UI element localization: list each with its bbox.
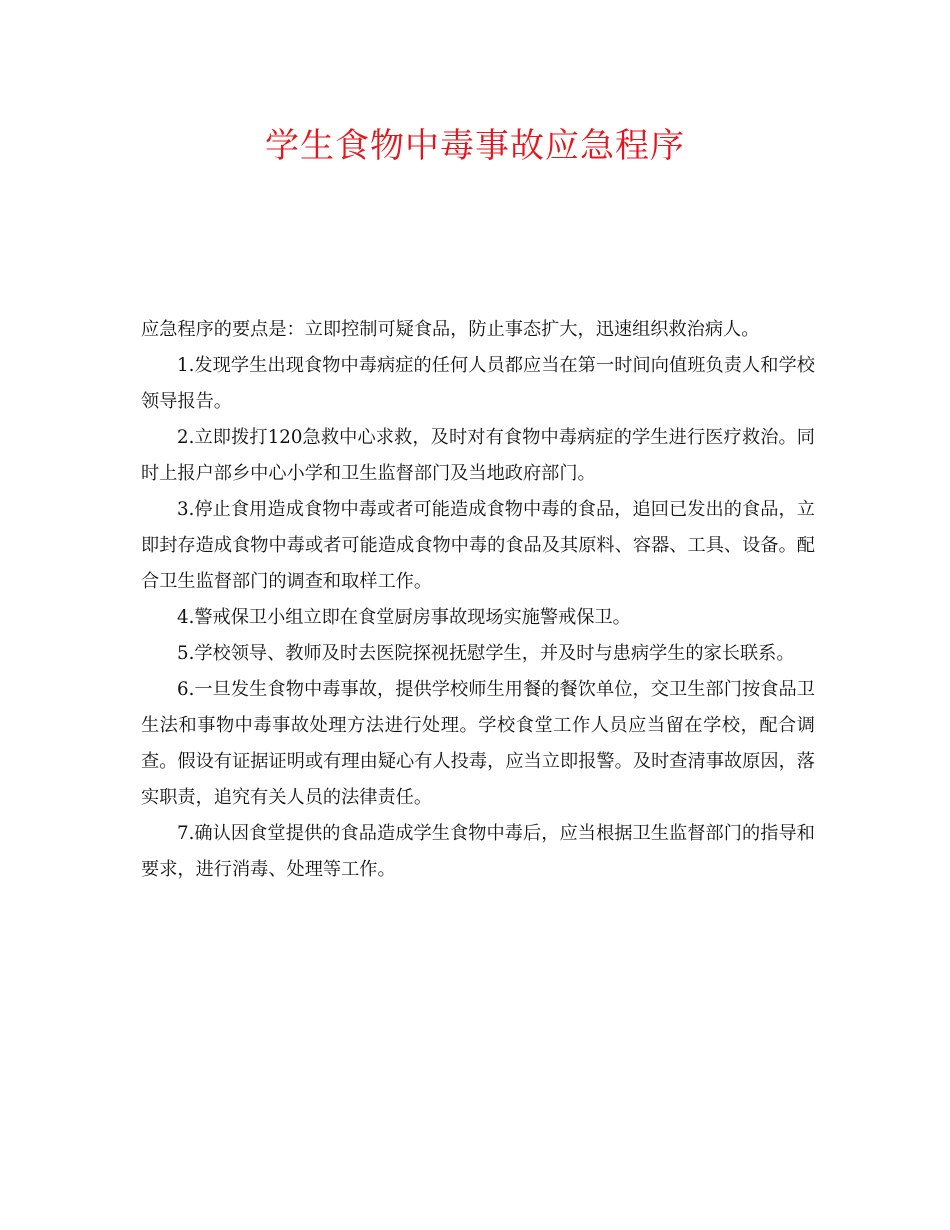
intro-paragraph: 应急程序的要点是：立即控制可疑食品，防止事态扩大，迅速组织救治病人。 [141, 319, 760, 340]
procedure-item-3: 3.停止食用造成食物中毒或者可能造成食物中毒的食品，追回已发出的食品，立即封存造成食物中毒或者可能造成食物中毒的食品及其原料、容器、工具、设备。配合卫生监督部门的调查和取样工作。 [141, 499, 815, 592]
procedure-item-6: 6.一旦发生食物中毒事故，提供学校师生用餐的餐饮单位，交卫生部门按食品卫生法和事物中毒事故处理方法进行处理。学校食堂工作人员应当留在学校，配合调查。假设有证据证明或有理由疑心有人投毒，应当立即报警。及时查清事故原因，落实职责，追究有关人员的法律责任。 [141, 679, 815, 808]
procedure-item-1: 1.发现学生出现食物中毒病症的任何人员都应当在第一时间向值班负责人和学校领导报告。 [141, 355, 815, 412]
procedure-item-5: 5.学校领导、教师及时去医院探视抚慰学生，并及时与患病学生的家长联系。 [177, 643, 795, 664]
document-title: 学生食物中毒事故应急程序 [265, 126, 685, 166]
document-body [141, 312, 815, 888]
procedure-item-2: 2.立即拨打120急救中心求救，及时对有食物中毒病症的学生进行医疗救治。同时上报户部乡中心小学和卫生监督部门及当地政府部门。 [141, 427, 815, 484]
procedure-item-4: 4.警戒保卫小组立即在食堂厨房事故现场实施警戒保卫。 [177, 607, 631, 628]
procedure-item-7: 7.确认因食堂提供的食品造成学生食物中毒后，应当根据卫生监督部门的指导和要求，进行消毒、处理等工作。 [141, 823, 815, 880]
